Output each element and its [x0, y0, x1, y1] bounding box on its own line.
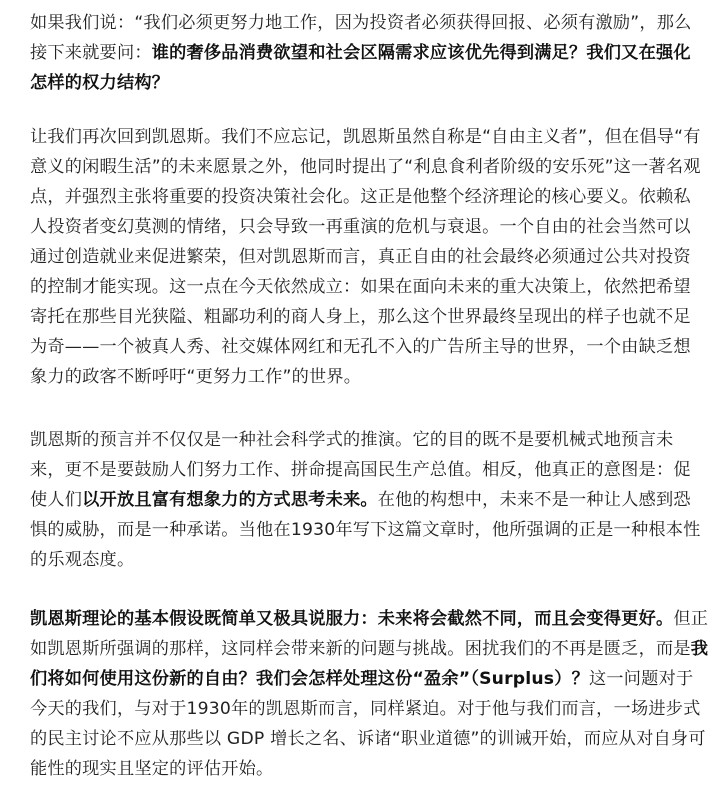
- paragraph-4-text-start: 但正如凯恩斯所强调的那样，这同样会带来新的问题与挑战。困扰我们的不再是匮乏，而是: [30, 609, 709, 659]
- paragraph-3-text-end: 在他的构想中，未来不是一种让人感到恐惧的威胁，而是一种承诺。当他在1930年写下这篇文章时，他所强调的正是一种根本性的乐观态度。: [30, 490, 701, 570]
- paragraph-3: [30, 425, 702, 575]
- paragraph-3-bold-phrase: 以开放且富有想象力的方式思考未来。: [82, 490, 378, 510]
- paragraph-1-bold-question: 谁的奢侈品消费欲望和社会区隔需求应该优先得到满足？我们又在强化怎样的权力结构？: [30, 43, 691, 93]
- paragraph-4-bold-question: 我们将如何使用这份新的自由？我们会怎样处理这份“盈余”（Surplus）？: [30, 639, 709, 689]
- paragraph-4: [30, 604, 710, 784]
- paragraph-2-text: 让我们再次回到凯恩斯。我们不应忘记，凯恩斯虽然自称是“自由主义者”，但在倡导“有意义的闲暇生活”的未来愿景之外，他同时提出了“利息食利者阶级的安乐死”这一著名观点，并强烈主张将重要的投资决策社会化。这正是他整个经济理论的核心要义。依赖私人投资者变幻莫测的情绪，只会导致一再重演的危机与衰退。一个自由的社会当然可以通过创造就业来促进繁荣，但对凯恩斯而言，真正自由的社会最终必须通过公共对投资的控制才能实现。这一点在今天依然成立：如果在面向未来的重大决策上，依然把希望寄托在那些目光狭隘、粗鄙功利的商人身上，那么这个世界最终呈现出的样子也就不足为奇——一个被真人秀、社交媒体网红和无孔不入的广告所主导的世界，一个由缺乏想象力的政客不断呼吁“更努力工作”的世界。: [30, 127, 701, 387]
- paragraph-4-text-end: 这一问题对于今天的我们，与对于1930年的凯恩斯而言，同样紧迫。对于他与我们而言，一场进步式的民主讨论不应从那些以 GDP 增长之名、诉诸“职业道德”的训诫开始，而应从对自身可能性的现实且坚定的评估开始。: [30, 669, 706, 779]
- paragraph-4-bold-thesis: 凯恩斯理论的基本假设既简单又极具说服力：未来将会截然不同，而且会变得更好。: [30, 609, 674, 629]
- paragraph-1: [30, 8, 702, 98]
- paragraph-1-text: 如果我们说：“我们必须更努力地工作，因为投资者必须获得回报、必须有激励”，那么接下来就要问：: [30, 13, 692, 63]
- paragraph-2: [30, 122, 702, 392]
- paragraph-3-text-start: 凯恩斯的预言并不仅仅是一种社会科学式的推演。它的目的既不是要机械式地预言未来，更不是要鼓励人们努力工作、拼命提高国民生产总值。相反，他真正的意图是：促使人们: [30, 430, 691, 510]
